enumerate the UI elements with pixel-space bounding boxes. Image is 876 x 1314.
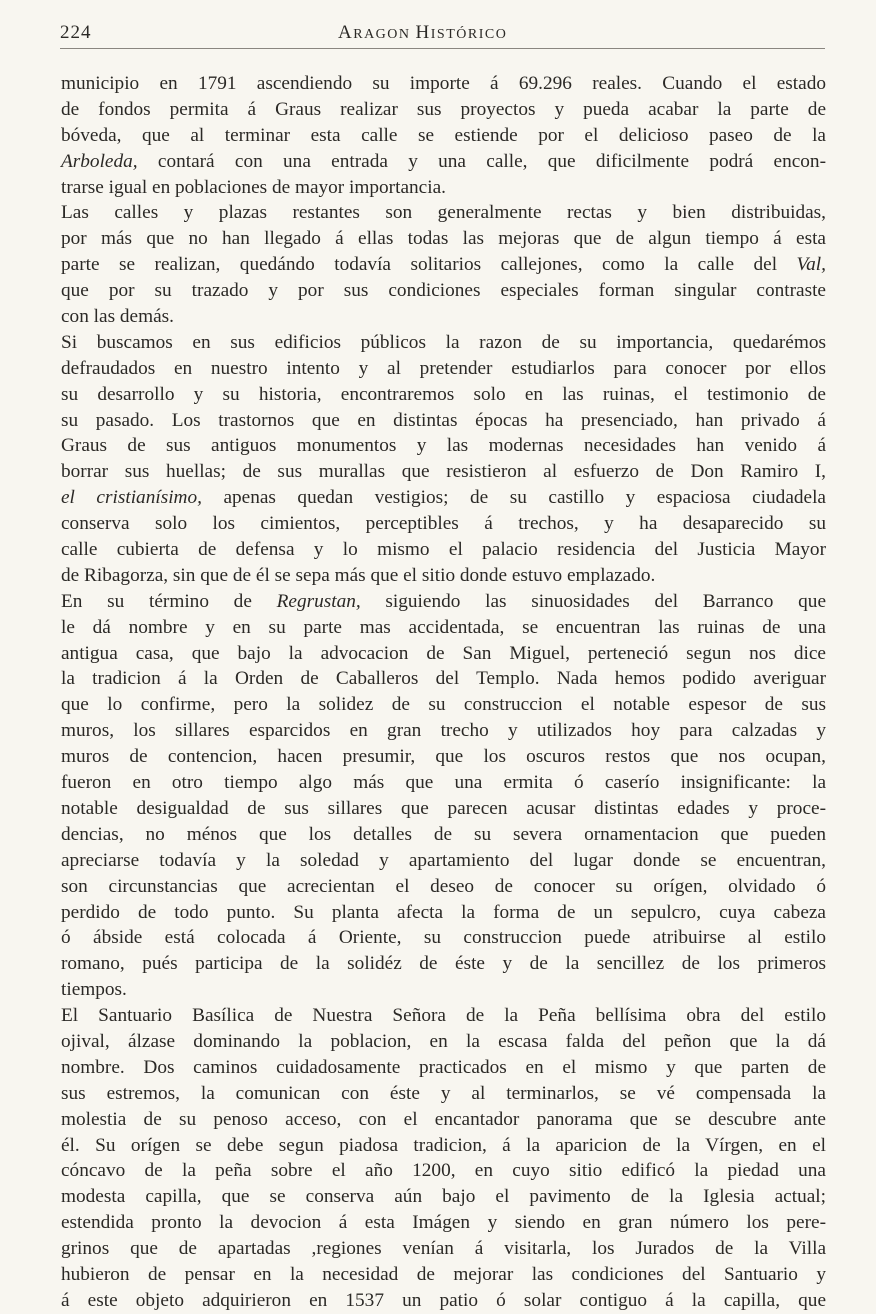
- text-line: [61, 149, 826, 175]
- text-line: [61, 485, 826, 511]
- text-line: [61, 1055, 826, 1081]
- text-line: [61, 563, 826, 589]
- text-line: [61, 692, 826, 718]
- line-text: muros, los sillares esparcidos en gran trecho y utilizados hoy para calzadas y: [61, 720, 826, 742]
- line-text: calle cubierta de defensa y lo mismo el palacio residencia del Justicia Mayor: [61, 539, 826, 561]
- line-text: su pasado. Los trastornos que en distintas épocas ha presenciado, han privado á: [61, 409, 826, 431]
- running-title-initial-a: A: [338, 22, 354, 43]
- text-line: [61, 330, 826, 356]
- line-text: Las calles y plazas restantes son generalmente rectas y bien distribuidas,: [61, 202, 826, 224]
- line-text: que por su trazado y por sus condiciones especiales forman singular contraste: [61, 280, 826, 302]
- line-text: dencias, no ménos que los detalles de su severa ornamentacion que pueden: [61, 823, 826, 845]
- text-line: [61, 1003, 826, 1029]
- line-text: Graus de sus antiguos monumentos y las modernas necesidades han venido á: [61, 435, 826, 457]
- text-line: [61, 641, 826, 667]
- text-line: [61, 1029, 826, 1055]
- text-line: [61, 175, 826, 201]
- line-text: hubieron de pensar en la necesidad de mejorar las condiciones del Santuario y: [61, 1263, 826, 1285]
- text-line: [61, 226, 826, 252]
- line-text: por más que no han llegado á ellas todas las mejoras que de algun tiempo á esta: [61, 228, 826, 250]
- running-title-rest-h: ISTÓRICO: [430, 27, 508, 42]
- line-text: muros de contencion, hacen presumir, que los oscuros restos que nos ocupan,: [61, 746, 826, 768]
- line-text: conserva solo los cimientos, perceptibles á trechos, y ha desaparecido su: [61, 513, 826, 535]
- line-text: parte se realizan, quedándo todavía solitarios callejones, como la calle del: [61, 254, 797, 276]
- line-text: nombre. Dos caminos cuidadosamente practicados en el mismo y que parten de: [61, 1056, 826, 1078]
- line-text: borrar sus huellas; de sus murallas que resistieron al esfuerzo de Don Ramiro I,: [61, 461, 826, 483]
- text-line: [61, 1133, 826, 1159]
- line-text: estendida pronto la devocion á esta Imágen y siendo en gran número los pere-: [61, 1212, 826, 1234]
- text-line: [61, 874, 826, 900]
- line-text: con las demás.: [61, 306, 174, 328]
- line-text: son circunstancias que acrecientan el deseo de conocer su orígen, olvidado ó: [61, 875, 826, 897]
- text-line: [61, 1081, 826, 1107]
- text-line: [61, 408, 826, 434]
- text-line: [61, 278, 826, 304]
- line-text: tiempos.: [61, 979, 127, 1001]
- text-line: [61, 356, 826, 382]
- text-line: [61, 796, 826, 822]
- text-line: [61, 433, 826, 459]
- line-text: grinos que de apartadas ,regiones venían á visitarla, los Jurados de la Villa: [61, 1238, 826, 1260]
- line-text: notable desigualdad de sus sillares que parecen acusar distintas edades y proce-: [61, 797, 826, 819]
- text-line: [61, 615, 826, 641]
- line-text: de fondos permita á Graus realizar sus proyectos y pueda acabar la parte de: [61, 98, 826, 120]
- line-text: antigua casa, que bajo la advocacion de San Miguel, perteneció segun nos dice: [61, 642, 826, 664]
- text-line: [61, 304, 826, 330]
- running-title: [338, 22, 507, 44]
- body-text: [61, 71, 826, 1314]
- text-line: [61, 537, 826, 563]
- italic-text: Arboleda,: [61, 150, 138, 172]
- running-title-rest-a: RAGON: [353, 27, 416, 42]
- line-text: sus estremos, la comunican con éste y al terminarlos, se vé compensada la: [61, 1082, 826, 1104]
- text-line: [61, 770, 826, 796]
- text-line: [61, 459, 826, 485]
- line-text: de Ribagorza, sin que de él se sepa más que el sitio donde estuvo emplazado.: [61, 564, 656, 586]
- line-text: El Santuario Basílica de Nuestra Señora de la Peña bellísima obra del estilo: [61, 1005, 826, 1027]
- line-text: su desarrollo y su historia, encontraremos solo en las ruinas, el testimonio de: [61, 383, 826, 405]
- line-text: municipio en 1791 ascendiendo su importe á 69.296 reales. Cuando el estado: [61, 73, 826, 94]
- line-text: modesta capilla, que se conserva aún bajo el pavimento de la Iglesia actual;: [61, 1186, 826, 1208]
- text-line: [61, 977, 826, 1003]
- line-text: trarse igual en poblaciones de mayor importancia.: [61, 176, 446, 198]
- line-text: apreciarse todavía y la soledad y apartamiento del lugar donde se encuentran,: [61, 849, 826, 871]
- text-line: [61, 1210, 826, 1236]
- text-line: [61, 1262, 826, 1288]
- line-text: á este objeto adquirieron en 1537 un patio ó solar contiguo á la capilla, que: [61, 1289, 826, 1311]
- text-line: [61, 848, 826, 874]
- line-text: bóveda, que al terminar esta calle se estiende por el delicioso paseo de la: [61, 124, 826, 146]
- text-line: [61, 382, 826, 408]
- line-text: le dá nombre y en su parte mas accidentada, se encuentran las ruinas de una: [61, 616, 826, 638]
- text-line: [61, 1236, 826, 1262]
- page-number: 224: [60, 22, 92, 43]
- italic-text: el cristianísimo,: [61, 487, 202, 509]
- line-text: romano, pués participa de la solidéz de éste y de la sencillez de los primeros: [61, 953, 826, 975]
- text-line: [61, 252, 826, 278]
- text-line: [61, 123, 826, 149]
- text-line: [61, 1288, 826, 1314]
- text-line: [61, 97, 826, 123]
- text-line: [61, 744, 826, 770]
- text-line: [61, 666, 826, 692]
- line-text: ó ábside está colocada á Oriente, su construccion puede atribuirse al estilo: [61, 927, 826, 949]
- line-text: Si buscamos en sus edificios públicos la razon de su importancia, quedarémos: [61, 331, 826, 353]
- text-line: [61, 71, 826, 97]
- line-text: molestia de su penoso acceso, con el encantador panorama que se descubre ante: [61, 1108, 826, 1130]
- header-rule: [60, 48, 825, 49]
- line-text: apenas quedan vestigios; de su castillo y espaciosa ciudadela: [201, 487, 826, 509]
- text-line: [61, 1158, 826, 1184]
- running-title-initial-h: H: [415, 22, 431, 43]
- text-line: [61, 900, 826, 926]
- line-text: que lo confirme, pero la solidez de su construccion el notable espesor de sus: [61, 694, 826, 716]
- italic-text: Val,: [796, 254, 826, 276]
- text-line: [61, 822, 826, 848]
- line-text: siguiendo las sinuosidades del Barranco que: [360, 590, 826, 612]
- text-line: [61, 200, 826, 226]
- line-text: cóncavo de la peña sobre el año 1200, en cuyo sitio edificó la piedad una: [61, 1160, 826, 1182]
- line-text: él. Su orígen se debe segun piadosa tradicion, á la aparicion de la Vírgen, en el: [61, 1134, 826, 1156]
- line-text: En su término de: [61, 590, 277, 612]
- text-line: [61, 511, 826, 537]
- text-line: [61, 925, 826, 951]
- text-line: [61, 1107, 826, 1133]
- line-text: fueron en otro tiempo algo más que una ermita ó caserío insignificante: la: [61, 772, 826, 794]
- line-text: ojival, álzase dominando la poblacion, en la escasa falda del peñon que la dá: [61, 1030, 826, 1052]
- text-line: [61, 718, 826, 744]
- text-line: [61, 951, 826, 977]
- text-line: [61, 589, 826, 615]
- italic-text: Regrustan,: [276, 590, 361, 612]
- text-line: [61, 1184, 826, 1210]
- line-text: contará con una entrada y una calle, que dificilmente podrá encon-: [137, 150, 826, 172]
- line-text: la tradicion á la Orden de Caballeros del Templo. Nada hemos podido averiguar: [61, 668, 826, 690]
- line-text: defraudados en nuestro intento y al pretender estudiarlos para conocer por ellos: [61, 357, 826, 379]
- line-text: perdido de todo punto. Su planta afecta la forma de un sepulcro, cuya cabeza: [61, 901, 826, 923]
